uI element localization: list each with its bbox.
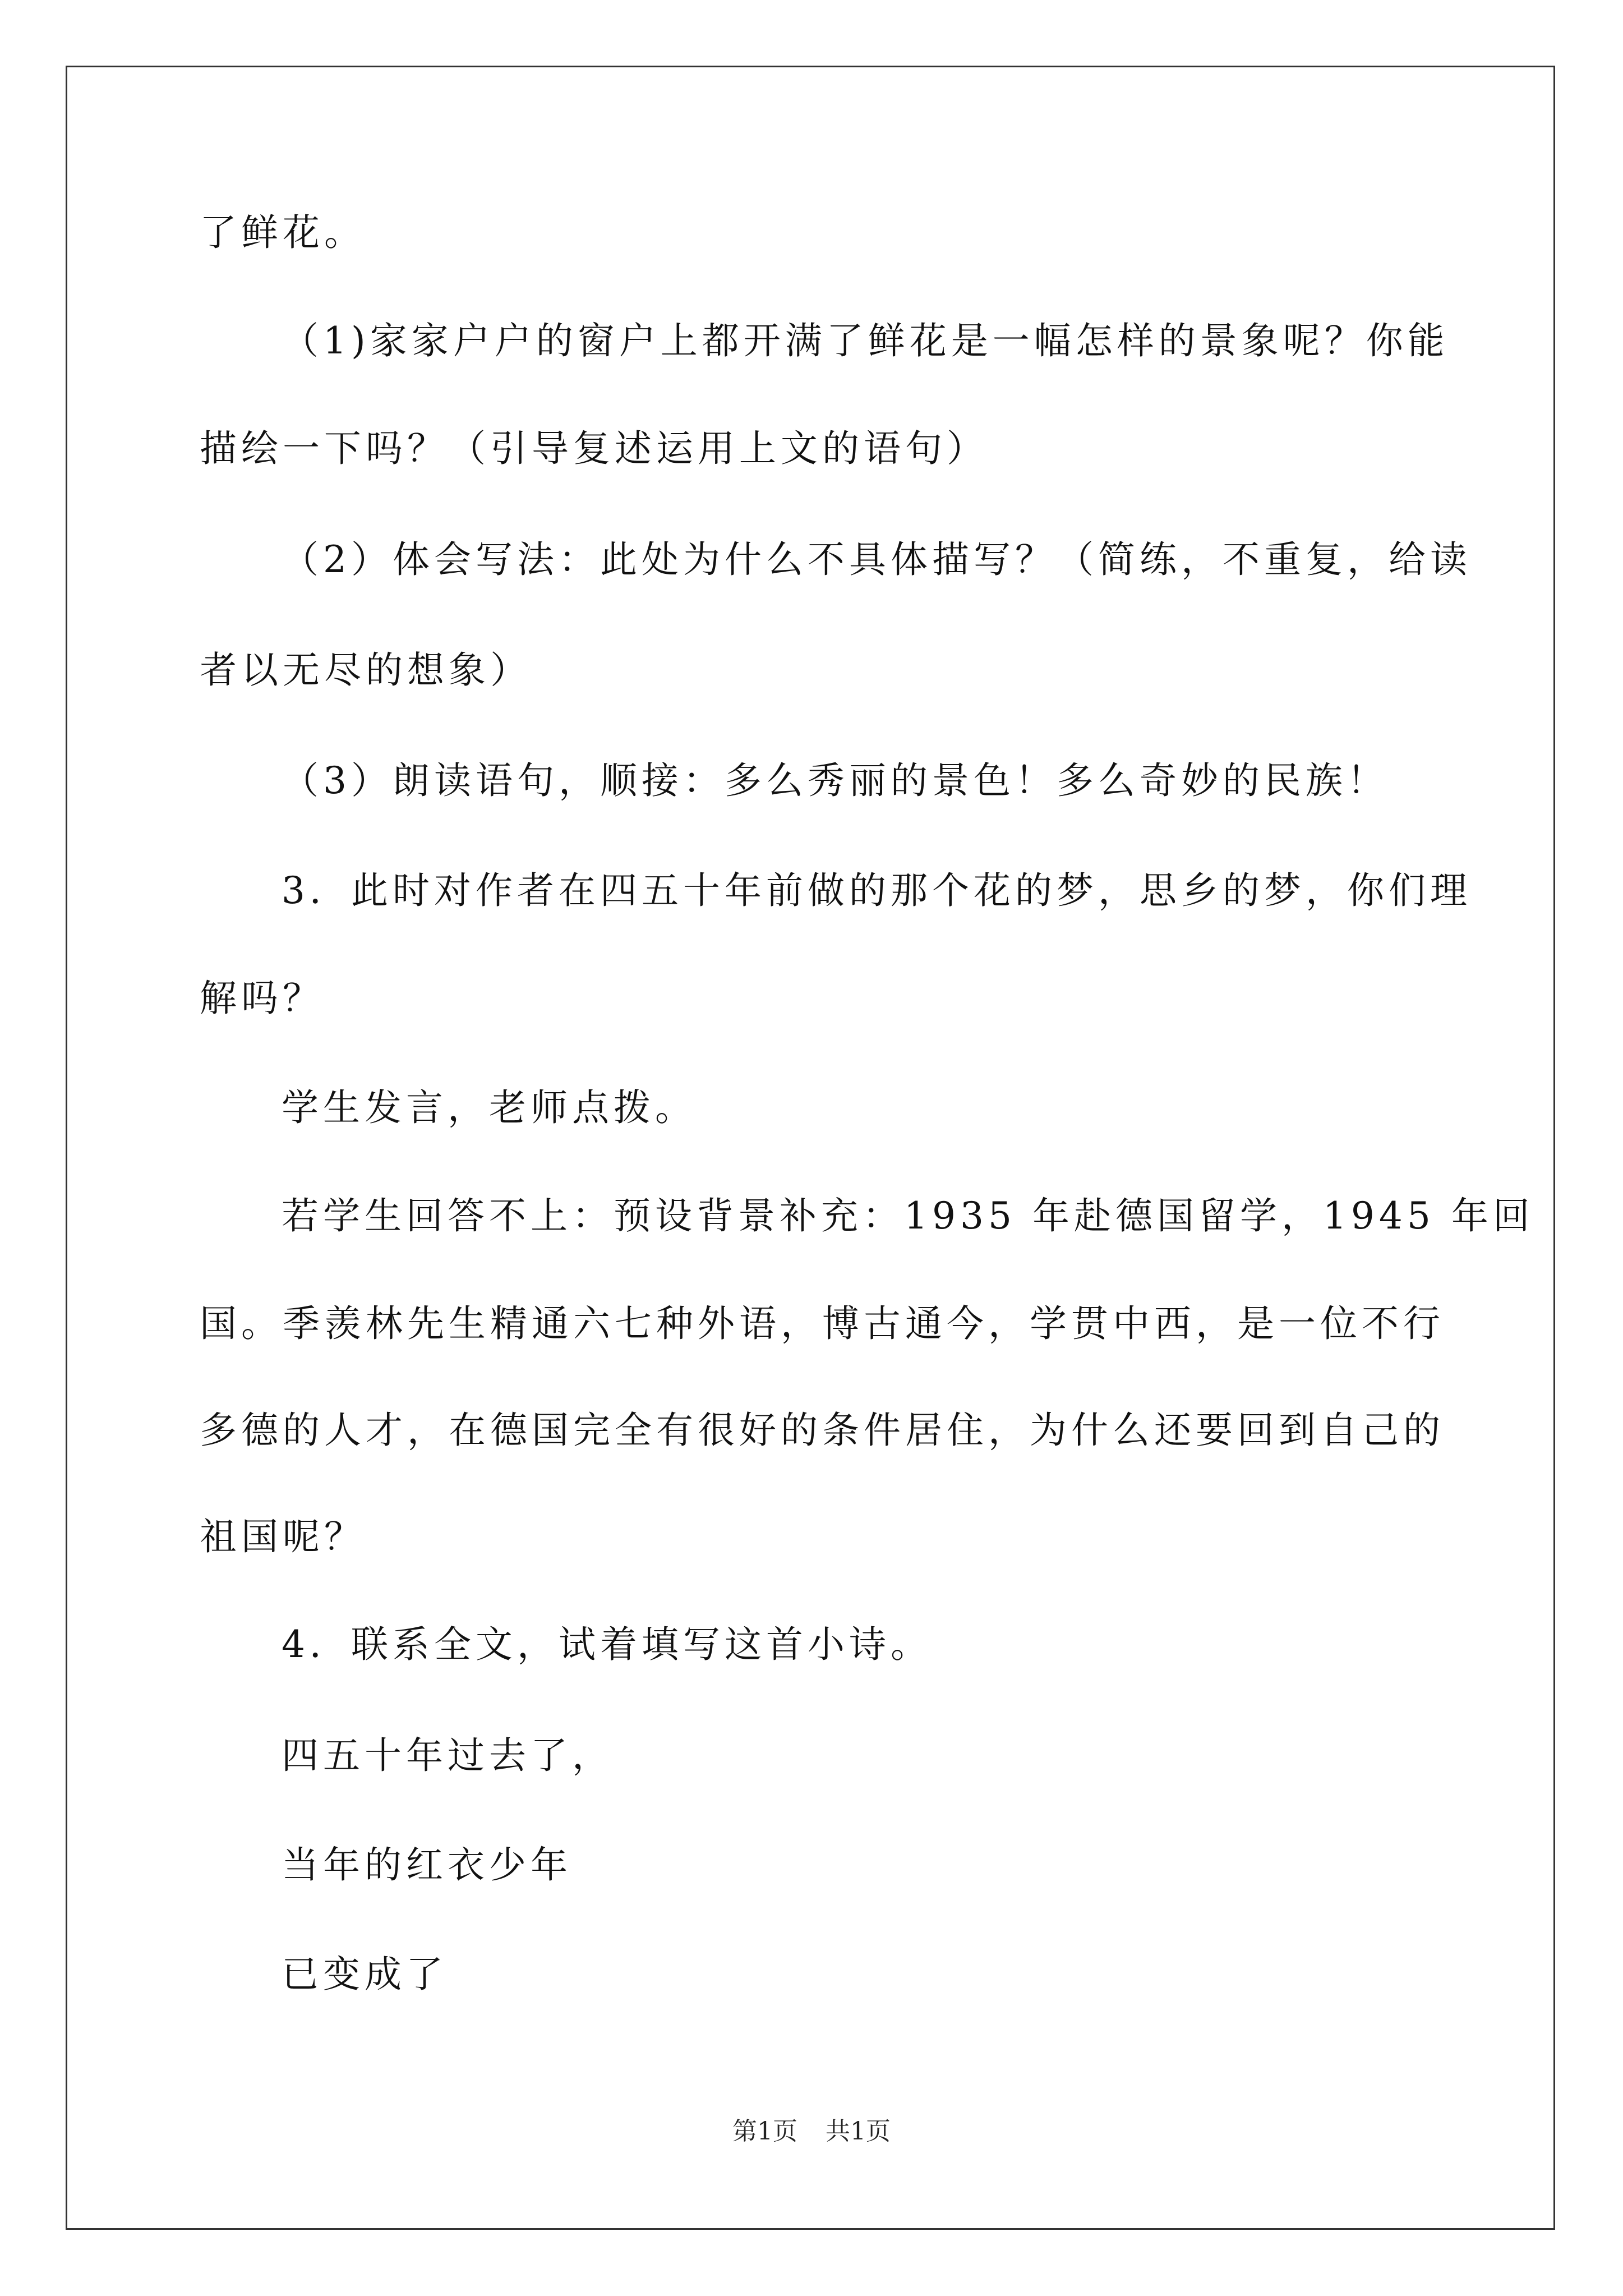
text-line-17: 已变成了: [282, 1953, 448, 1996]
total-pages: 共1页: [826, 2117, 891, 2146]
page-footer: [0, 2115, 1623, 2148]
text-line-8: 解吗？: [200, 977, 324, 1020]
text-line-1: 了鲜花。: [200, 211, 366, 254]
page-number: 第1页: [732, 2117, 797, 2146]
text-line-4: （2）体会写法：此处为什么不具体描写？（简练，不重复，给读: [282, 538, 1472, 581]
text-line-7: 3．此时对作者在四五十年前做的那个花的梦，思乡的梦，你们理: [282, 869, 1472, 912]
text-line-12: 多德的人才，在德国完全有很好的条件居住，为什么还要回到自己的: [200, 1409, 1445, 1452]
text-line-3: 描绘一下吗？（引导复述运用上文的语句）: [200, 427, 988, 470]
page-border: [66, 66, 1555, 2230]
text-line-10: 若学生回答不上：预设背景补充：1935 年赴德国留学，1945 年回: [282, 1194, 1534, 1237]
text-line-16: 当年的红衣少年: [282, 1843, 572, 1887]
text-line-14: 4．联系全文，试着填写这首小诗。: [282, 1623, 932, 1666]
text-line-11: 国。季羡林先生精通六七种外语，博古通今，学贯中西，是一位不行: [200, 1302, 1445, 1345]
text-line-6: （3）朗读语句，顺接：多么秀丽的景色！多么奇妙的民族！: [282, 759, 1389, 802]
text-line-9: 学生发言，老师点拨。: [282, 1086, 697, 1129]
text-line-13: 祖国呢？: [200, 1515, 366, 1558]
text-line-2: （1)家家户户的窗户上都开满了鲜花是一幅怎样的景象呢？你能: [282, 319, 1449, 362]
text-line-5: 者以无尽的想象）: [200, 648, 532, 692]
text-line-15: 四五十年过去了，: [282, 1734, 614, 1777]
